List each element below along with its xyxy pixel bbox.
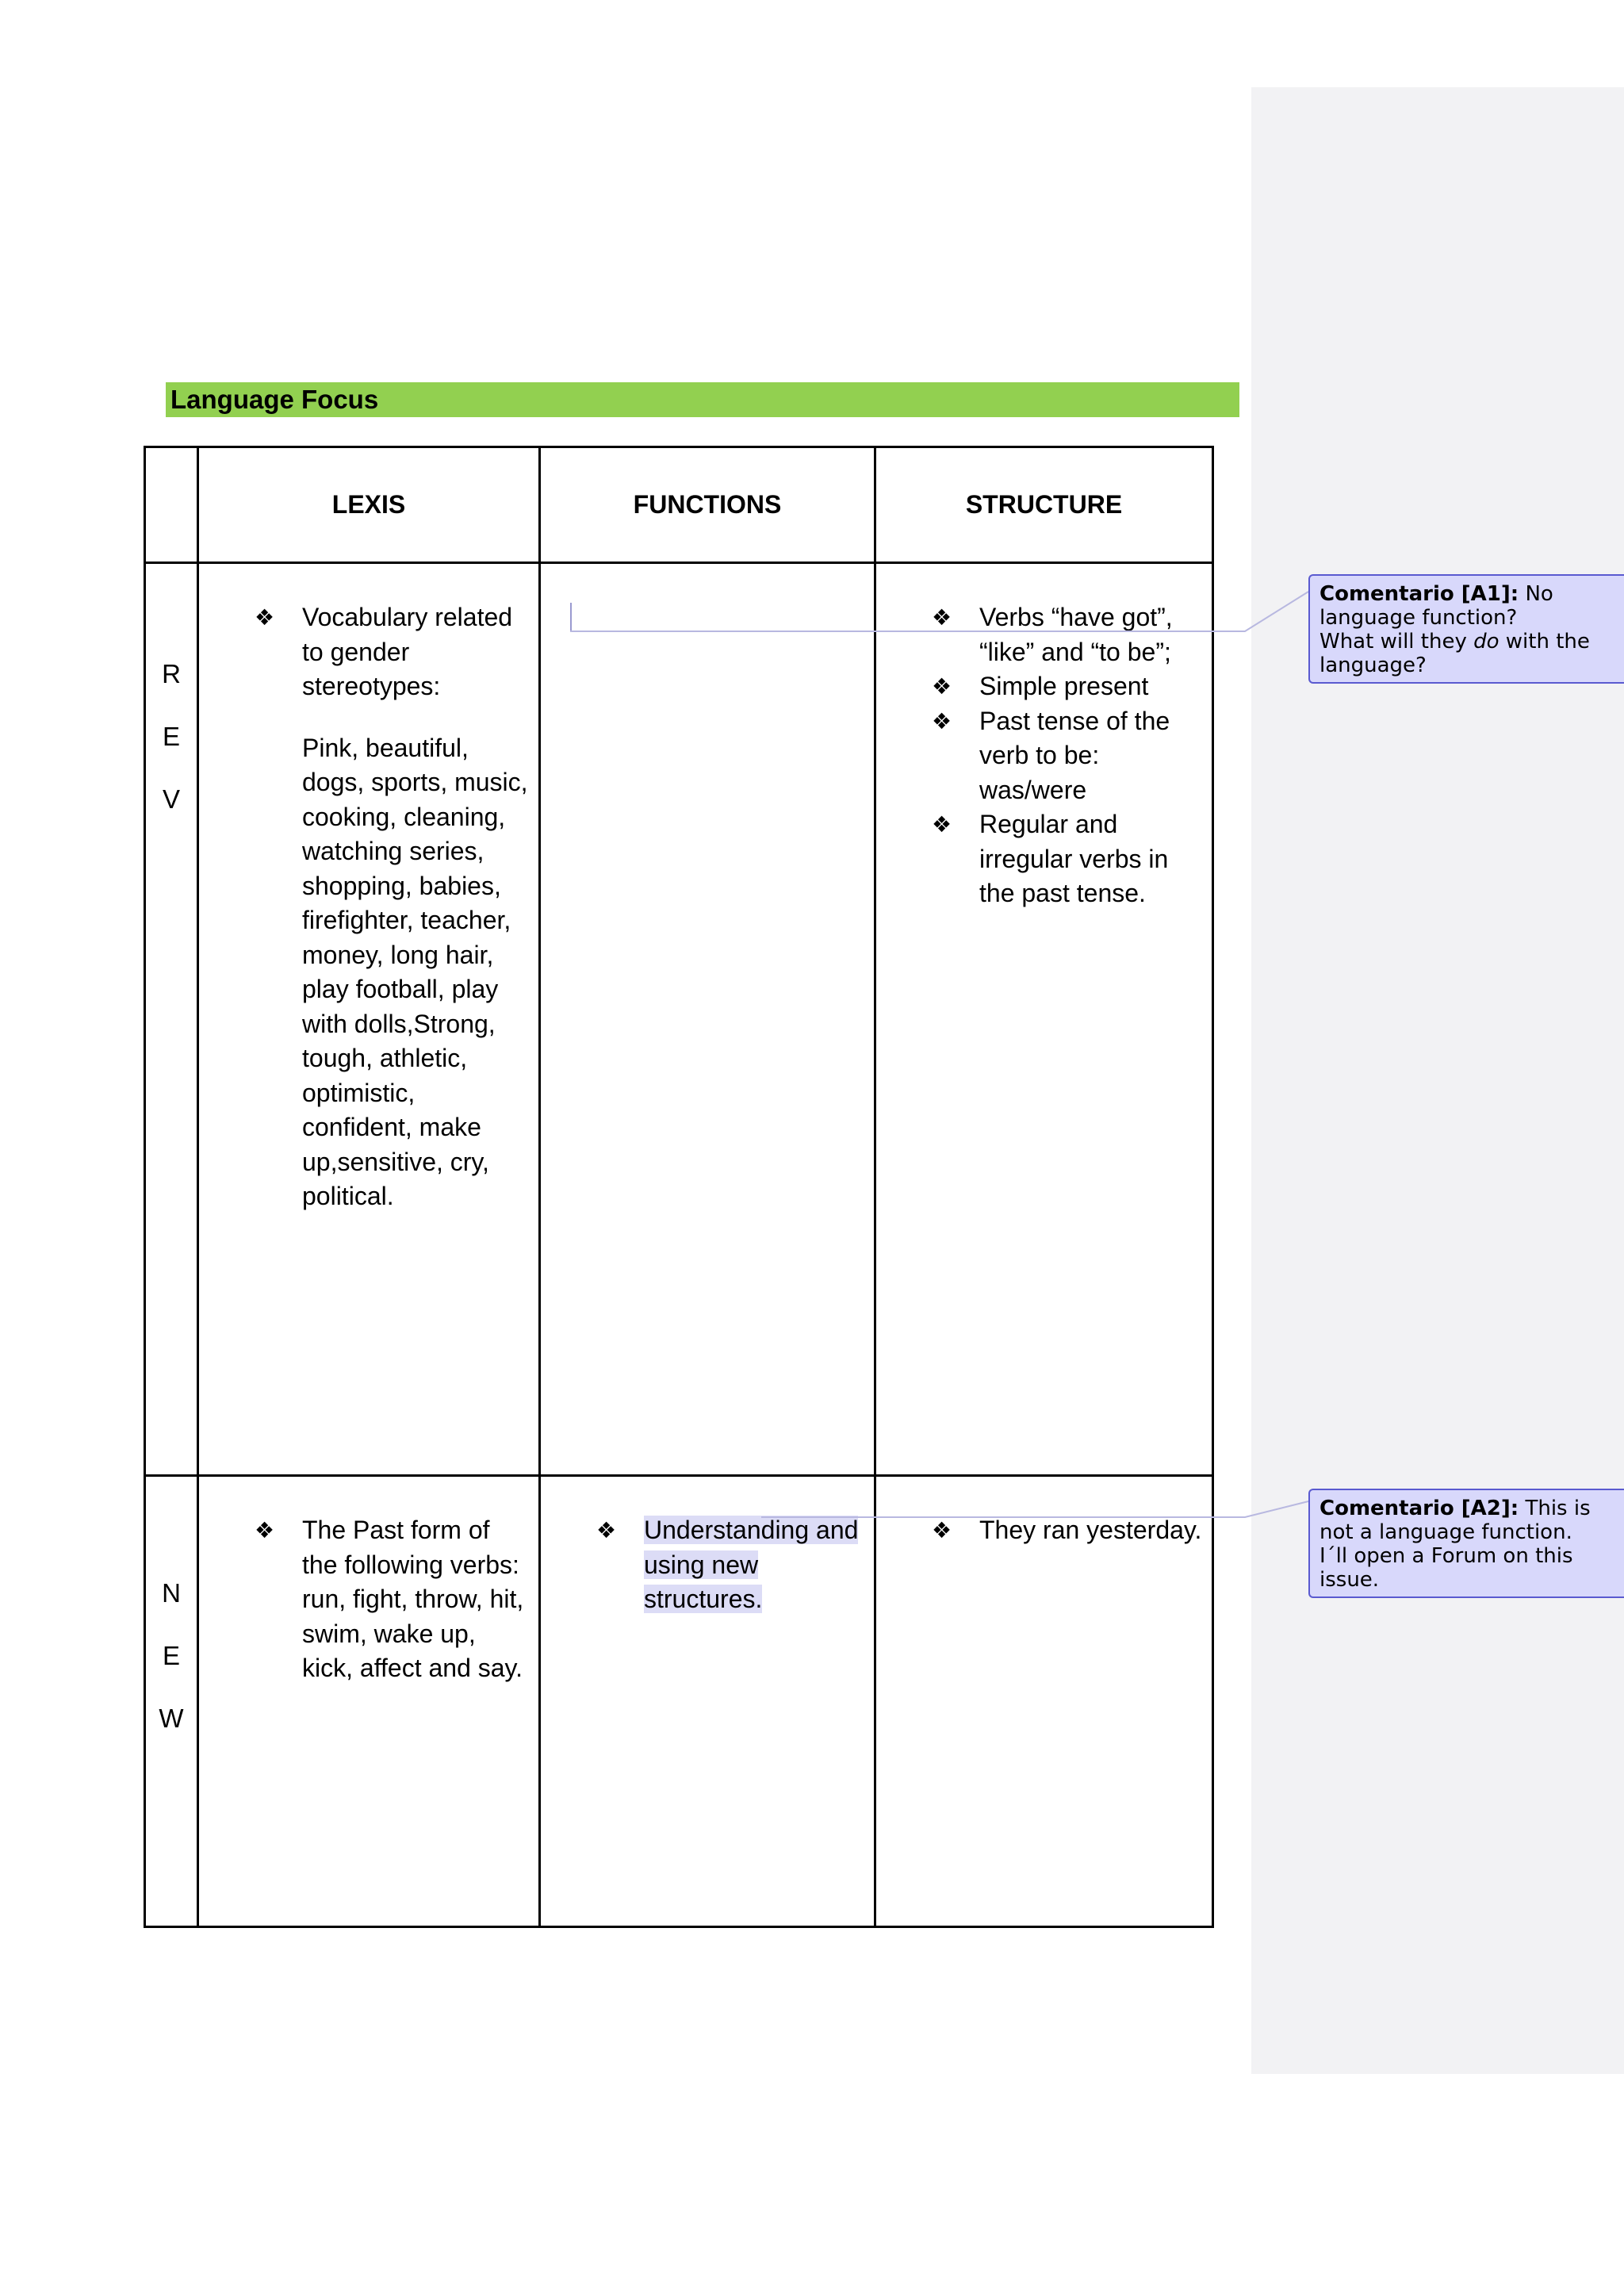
comment-balloon-a2[interactable] [1308,1489,1624,1598]
commented-text-highlight[interactable]: Understanding and using new structures. [644,1516,859,1613]
header-lexis: LEXIS [198,447,540,563]
comment-text: This is not a language function. [1320,1497,1591,1544]
cell-structure-rev[interactable] [875,563,1213,1476]
header-blank [145,447,198,563]
comment-anchor-marker [570,603,572,631]
cell-lexis-rev[interactable] [198,563,540,1476]
section-title: Language Focus [166,382,1239,417]
table-row-new [145,1476,1213,1927]
row-label-letter: E [162,722,180,751]
comment-text-emphasis: do [1473,630,1500,654]
list-item [596,1513,866,1617]
comment-text: I´ll open a Forum on this issue. [1320,1544,1573,1592]
header-functions: FUNCTIONS [540,447,875,563]
cell-functions-rev[interactable] [540,563,875,1476]
list-item: ❖ The Past form of the following verbs: run, fight, throw, hit, swim, wake up, kick, affect and say. [255,1513,530,1686]
comment-balloon-a1[interactable] [1308,574,1624,684]
vocabulary-list: Pink, beautiful, dogs, sports, music, cooking, cleaning, watching series, shopping, babies, firefighter, teacher, money, long hair, play football, play with dolls,Strong, tough, athletic, optimistic, confident, make up,sensitive, cry, political. [302,733,528,1210]
row-label-letter: R [162,659,181,688]
comment-text: What will they [1320,630,1474,654]
table-row-rev [145,563,1213,1476]
list-item: ❖ Regular and irregular verbs in the past tense. [932,807,1204,911]
row-label-letter: W [159,1704,184,1733]
cell-functions-new[interactable] [540,1476,875,1927]
list-item: ❖ They ran yesterday. [932,1513,1204,1548]
list-item: ❖ Simple present [932,669,1204,704]
row-label-new [145,1476,198,1927]
table-header-row [145,447,1213,563]
cell-structure-new[interactable] [875,1476,1213,1927]
row-label-rev [145,563,198,1476]
list-item: ❖ Verbs “have got”, “like” and “to be”; [932,600,1204,669]
comment-text: with the language? [1320,630,1590,677]
cell-lexis-new[interactable] [198,1476,540,1927]
comment-margin-pane [1251,87,1624,2074]
comment-author-label: Comentario [A2]: [1320,1497,1519,1520]
comment-author-label: Comentario [A1]: [1320,582,1519,606]
language-focus-table [144,446,1214,1928]
list-item: ❖ Past tense of the verb to be: was/were [932,704,1204,808]
comment-text: No language function? [1320,582,1553,630]
row-label-letter: V [162,784,180,814]
header-structure: STRUCTURE [875,447,1213,563]
list-item: ❖ Vocabulary related to gender stereotypes: [255,600,530,704]
row-label-letter: E [162,1641,180,1670]
row-label-letter: N [162,1578,181,1608]
